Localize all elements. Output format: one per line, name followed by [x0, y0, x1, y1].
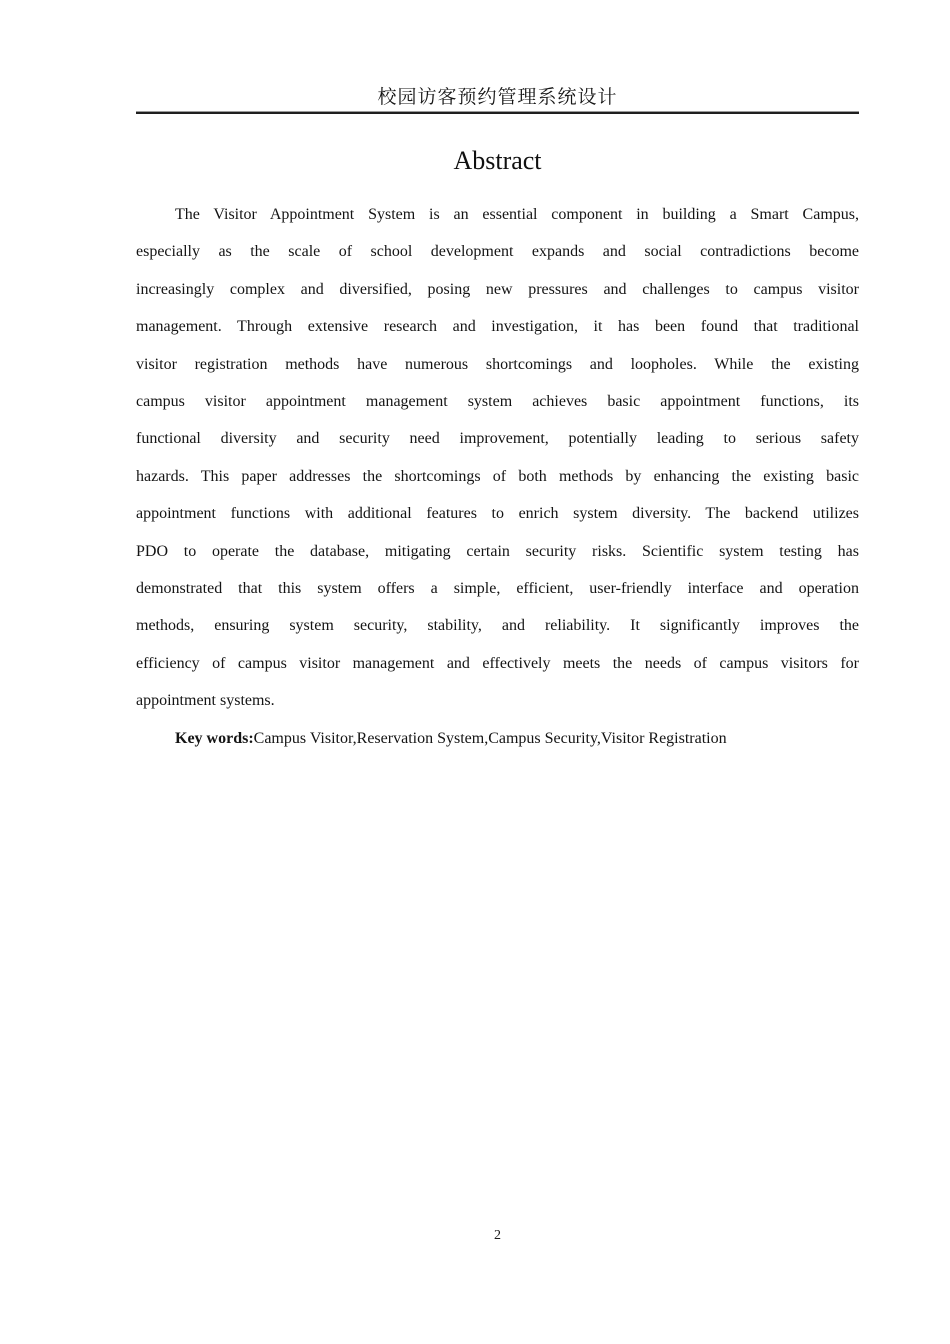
keywords-label: Key words: — [175, 729, 254, 747]
keywords-line — [136, 720, 859, 757]
abstract-line: appointment functions with additional features to enrich system diversity. The backend utilizes — [136, 505, 859, 523]
page-header-title: 校园访客预约管理系统设计 — [377, 87, 618, 108]
abstract-line: increasingly complex and diversified, posing new pressures and challenges to campus visitor — [136, 280, 859, 298]
abstract-body — [136, 196, 859, 757]
abstract-line: management. Through extensive research and investigation, it has been found that traditional — [136, 318, 859, 336]
abstract-line: especially as the scale of school development expands and social contradictions become — [136, 243, 859, 261]
abstract-line: functional diversity and security need improvement, potentially leading to serious safety — [136, 430, 859, 448]
header-rule — [136, 111, 859, 114]
keywords-text: Campus Visitor,Reservation System,Campus Security,Visitor Registration — [253, 729, 727, 747]
abstract-line: methods, ensuring system security, stability, and reliability. It significantly improves the — [136, 617, 859, 635]
abstract-line: The Visitor Appointment System is an essential component in building a Smart Campus, — [175, 206, 859, 223]
abstract-title: Abstract — [453, 146, 542, 175]
abstract-line: appointment systems. — [136, 692, 275, 710]
abstract-line: hazards. This paper addresses the shortcomings of both methods by enhancing the existing basic — [136, 467, 859, 485]
abstract-line: PDO to operate the database, mitigating certain security risks. Scientific system testing has — [136, 542, 859, 560]
abstract-paragraph — [136, 196, 859, 720]
abstract-line: demonstrated that this system offers a simple, efficient, user-friendly interface and operation — [136, 580, 859, 598]
abstract-line: campus visitor appointment management system achieves basic appointment functions, its — [136, 393, 859, 411]
abstract-line: visitor registration methods have numerous shortcomings and loopholes. While the existing — [136, 355, 859, 373]
page-number: 2 — [494, 1228, 501, 1243]
abstract-line: efficiency of campus visitor management and effectively meets the needs of campus visitors for — [136, 654, 859, 672]
